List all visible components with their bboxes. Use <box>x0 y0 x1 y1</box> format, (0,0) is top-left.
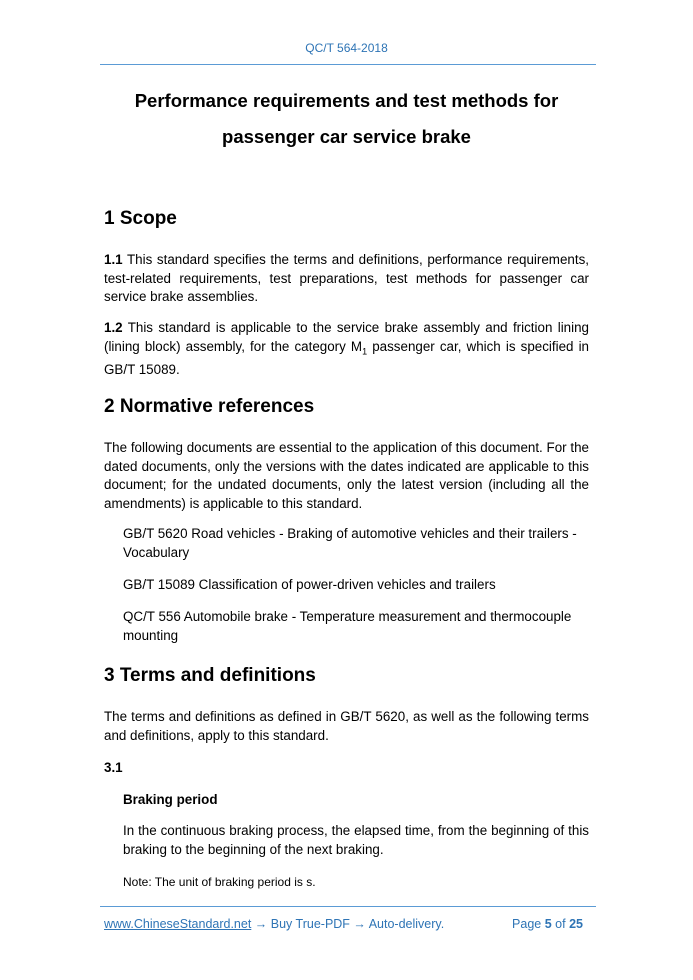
header-standard-code: QC/T 564-2018 <box>305 41 388 55</box>
footer-promo-text: → Buy True-PDF → Auto-delivery. <box>251 917 445 931</box>
normative-intro-paragraph: The following documents are essential to the application of this document. For the dated documents, only the versions with the dates indicated are applicable to this document; for the undated documents, only the latest version (including all the amendments) is applicable to this standard. <box>104 440 589 511</box>
clause-number: 1.2 <box>104 320 123 335</box>
document-title-line-1: Performance requirements and test methods for <box>134 90 559 111</box>
scope-paragraph-1-2 <box>104 319 589 379</box>
section-heading-scope: 1 Scope <box>104 208 177 229</box>
term-number: 3.1 <box>104 760 123 775</box>
category-subscript: 1 <box>362 346 368 357</box>
terms-intro-paragraph: The terms and definitions as defined in GB/T 5620, as well as the following terms and definitions, apply to this standard. <box>104 709 589 743</box>
header-divider <box>100 64 596 65</box>
section-heading-normative-references: 2 Normative references <box>104 396 315 417</box>
clause-number: 1.1 <box>104 252 123 267</box>
page-current: 5 <box>544 917 552 931</box>
clause-text: This standard is applicable to the service brake assembly and friction lining (lining block) assembly, for the category M <box>104 320 589 354</box>
page-footer <box>104 917 589 931</box>
page-label: Page <box>512 917 542 931</box>
section-heading-terms-definitions: 3 Terms and definitions <box>104 665 316 686</box>
page-of-label: of <box>555 917 566 931</box>
term-note: Note: The unit of braking period is s. <box>123 875 316 889</box>
page-indicator <box>512 917 583 931</box>
page-total: 25 <box>569 917 583 931</box>
reference-item: GB/T 5620 Road vehicles - Braking of automotive vehicles and their trailers - Vocabulary <box>123 526 577 560</box>
document-title-line-2: passenger car service brake <box>222 126 471 147</box>
reference-item: GB/T 15089 Classification of power-driven vehicles and trailers <box>123 577 496 592</box>
scope-paragraph-1-1 <box>104 251 589 307</box>
reference-item: QC/T 556 Automobile brake - Temperature measurement and thermocouple mounting <box>123 609 572 643</box>
clause-text-cont: passenger car, which is specified in GB/T 15089. <box>104 338 589 377</box>
term-name: Braking period <box>123 792 218 807</box>
chinesestandard-link[interactable]: www.ChineseStandard.net <box>104 917 252 931</box>
term-definition: In the continuous braking process, the elapsed time, from the beginning of this braking to the beginning of the next braking. <box>123 823 589 857</box>
footer-divider <box>100 906 596 907</box>
clause-text: This standard specifies the terms and definitions, performance requirements, test-related requirements, test preparations, test methods for passenger car service brake assemblies. <box>104 252 589 304</box>
